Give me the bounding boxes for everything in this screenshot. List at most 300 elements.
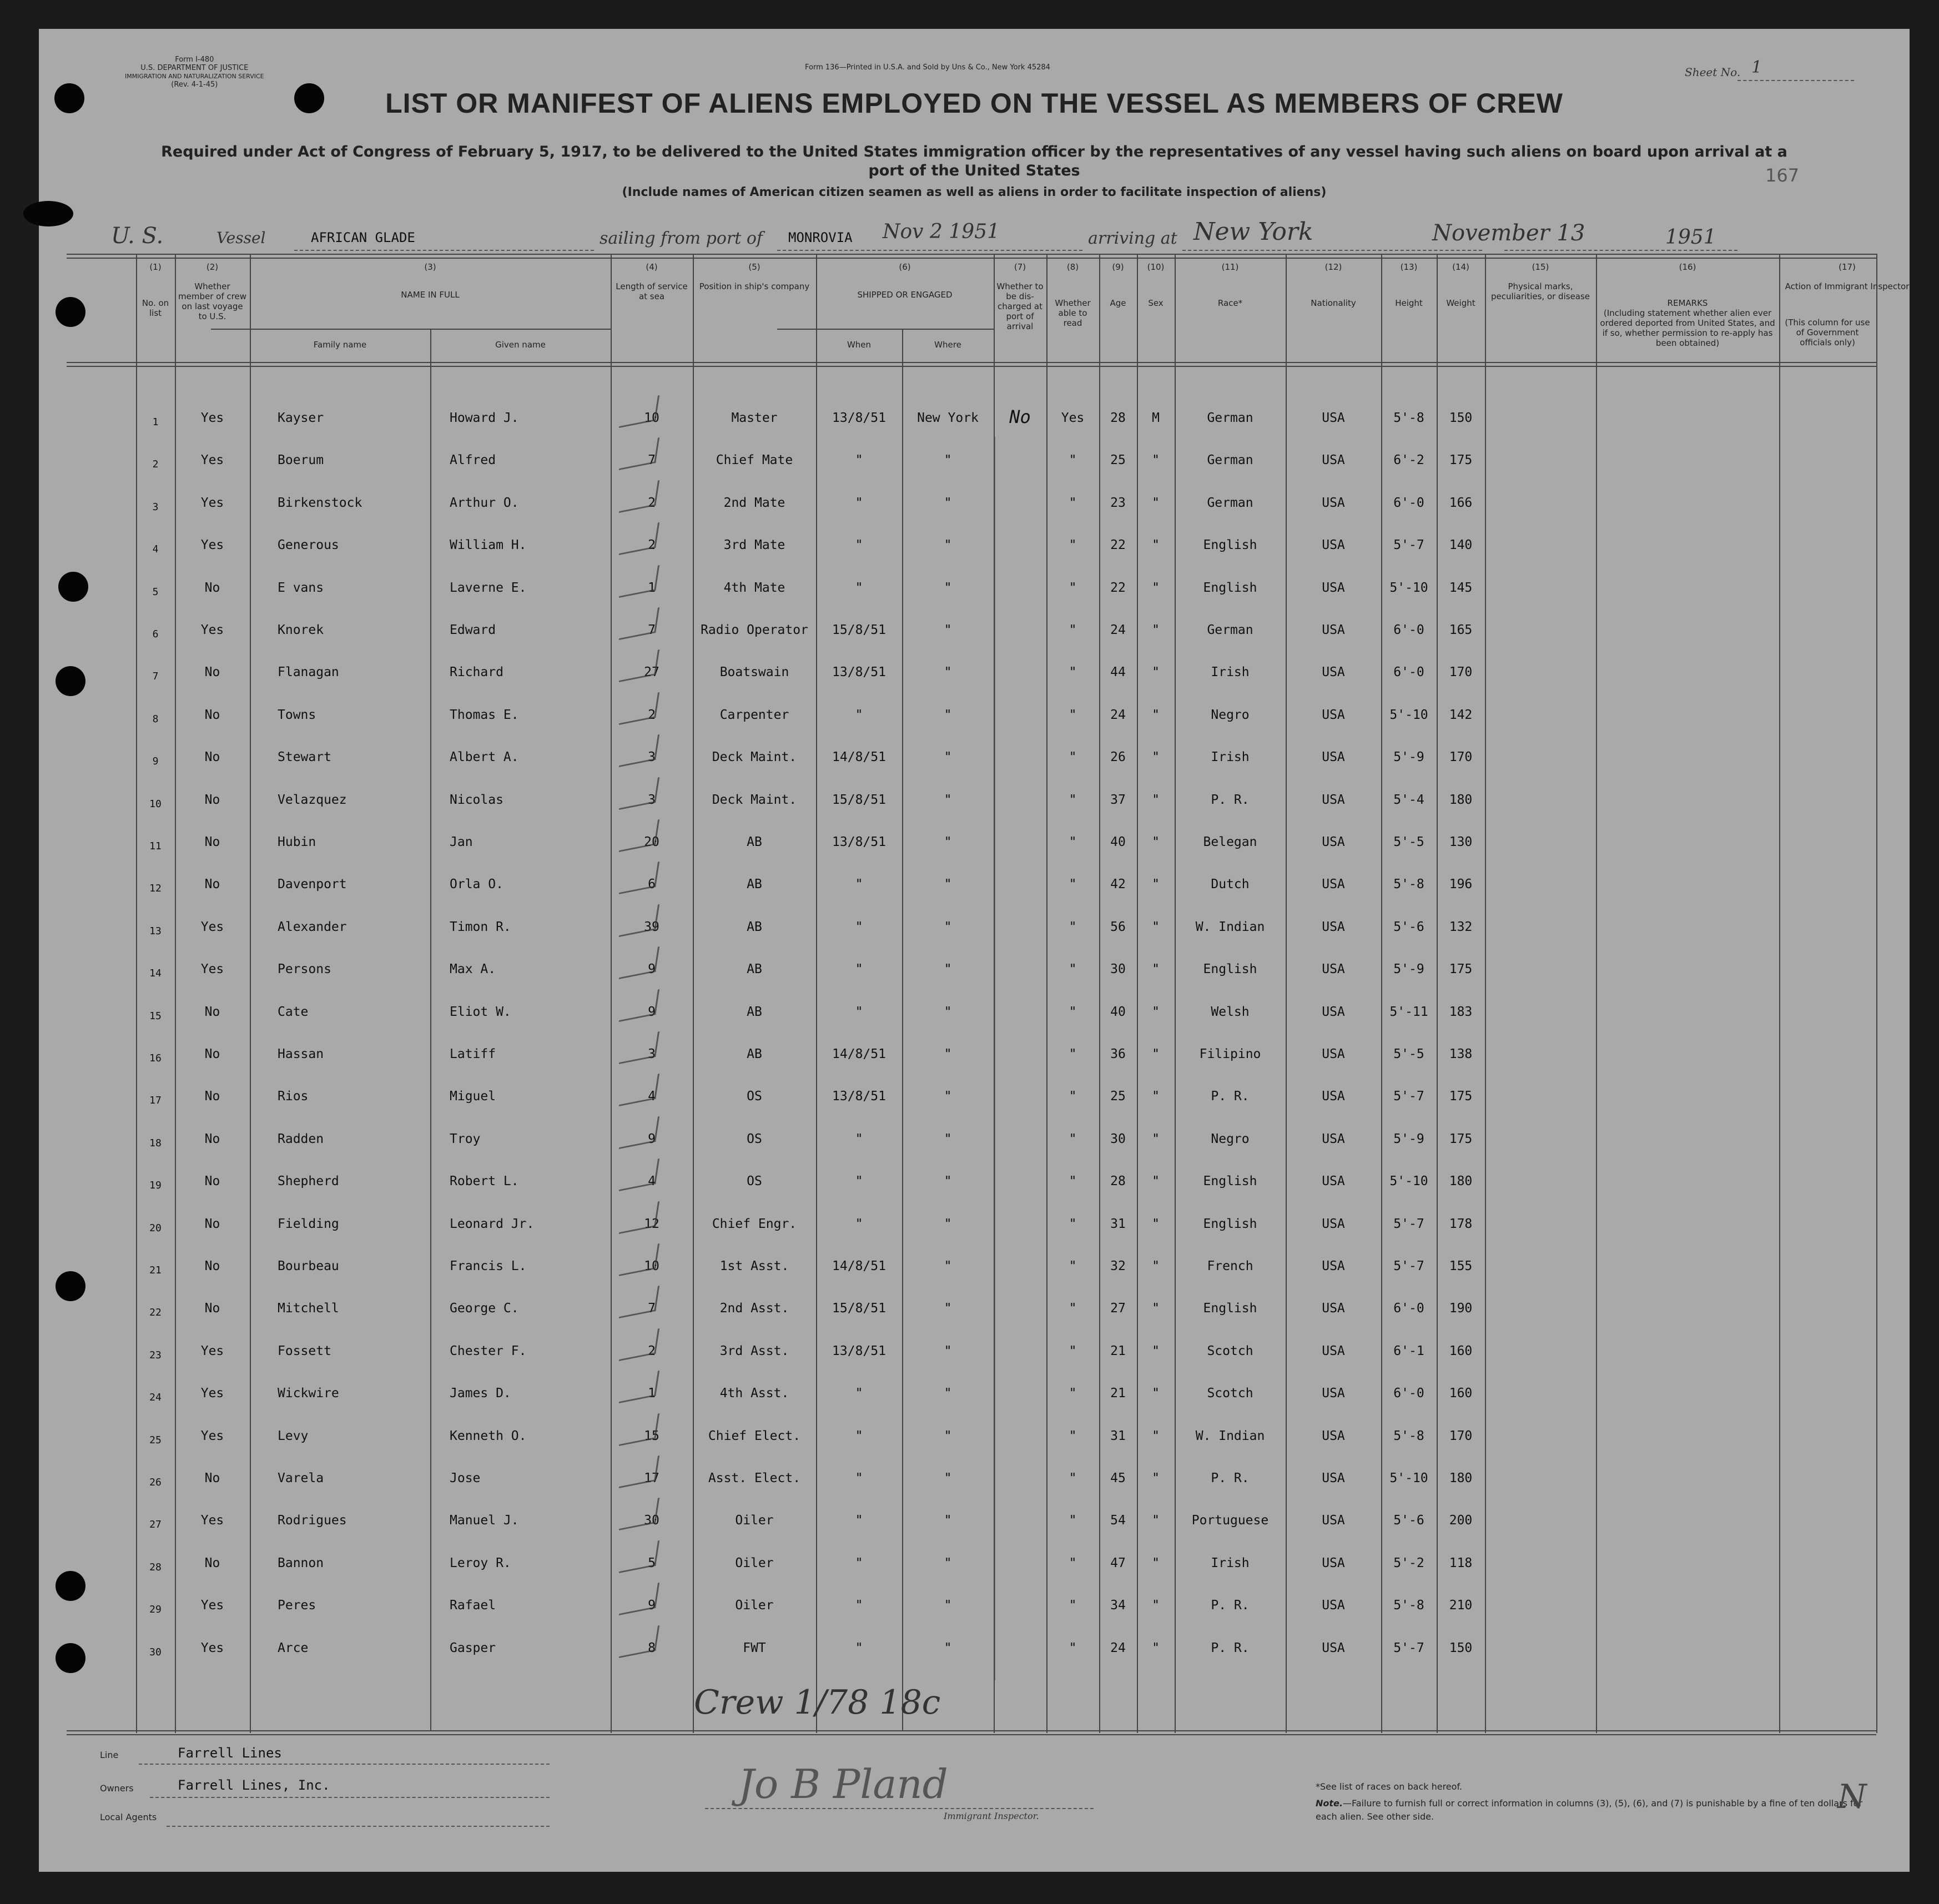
cell-read: " (1069, 1004, 1077, 1019)
cell-where: " (944, 453, 952, 468)
cell-weight: 175 (1449, 1089, 1473, 1104)
cell-position: 3rd Mate (723, 538, 785, 553)
cell-weight: 178 (1449, 1216, 1473, 1231)
table-row (39, 835, 1910, 852)
cell-given: Leonard Jr. (450, 1216, 535, 1231)
cell-service: 3 (648, 750, 656, 765)
cell-age: 27 (1110, 1301, 1126, 1316)
cell-given: Thomas E. (450, 707, 519, 722)
table-row (39, 453, 1910, 470)
cell-position: 1st Asst. (719, 1259, 789, 1273)
cell-weight: 170 (1449, 1428, 1473, 1443)
cell-age: 34 (1110, 1598, 1126, 1613)
inspector-signature: Jo B Pland (738, 1761, 948, 1807)
column-number: (3) (424, 262, 436, 272)
cell-sex: " (1152, 1513, 1160, 1528)
column-divider (1137, 254, 1138, 1733)
cell-age: 28 (1110, 1174, 1126, 1189)
cell-sex: " (1152, 1004, 1160, 1019)
cell-no: 29 (149, 1604, 162, 1616)
column-number: (2) (206, 262, 219, 272)
cell-service: 27 (644, 665, 659, 680)
column-number: (8) (1066, 262, 1079, 272)
cell-race: Dutch (1211, 877, 1250, 892)
cell-weight: 170 (1449, 750, 1473, 765)
cell-weight: 155 (1449, 1259, 1473, 1273)
cell-no: 20 (149, 1222, 162, 1234)
cell-read: " (1069, 1386, 1077, 1401)
cell-nat: USA (1322, 1047, 1345, 1061)
vessel-underline (294, 250, 594, 251)
cell-sex: " (1152, 1598, 1160, 1613)
line-label: Line (100, 1750, 119, 1760)
cell-when: 15/8/51 (832, 1301, 886, 1316)
table-row (39, 1132, 1910, 1149)
cell-service: 4 (648, 1174, 656, 1189)
column-header: SHIPPED OR ENGAGED (857, 290, 953, 300)
cell-weight: 145 (1449, 580, 1473, 595)
cell-family: Davenport (278, 877, 347, 892)
owners-value: Farrell Lines, Inc. (178, 1777, 330, 1793)
cell-last: No (204, 1216, 220, 1231)
cell-service: 2 (648, 538, 656, 553)
cell-last: No (204, 835, 220, 849)
cell-last: No (204, 877, 220, 892)
cell-where: " (944, 495, 952, 510)
cell-weight: 180 (1449, 792, 1473, 807)
cell-read: " (1069, 623, 1077, 637)
form-number: Form I-480 (175, 56, 214, 64)
cell-family: Peres (278, 1598, 316, 1613)
cell-sex: " (1152, 623, 1160, 637)
cell-read: " (1069, 1047, 1077, 1061)
cell-when: " (855, 580, 863, 595)
form-block (125, 56, 264, 89)
cell-age: 54 (1110, 1513, 1126, 1528)
cell-no: 7 (152, 671, 159, 683)
cell-height: 5'-7 (1393, 538, 1424, 553)
cell-service: 7 (648, 1301, 656, 1316)
cell-family: Shepherd (278, 1174, 339, 1189)
table-row (39, 1386, 1910, 1403)
cell-nat: USA (1322, 919, 1345, 934)
port-underline (777, 250, 1082, 251)
vessel-name: AFRICAN GLADE (311, 230, 415, 245)
note-text: —Failure to furnish full or correct information in columns (3), (5), (6), and (7) is punishable by a fine of ten dollars for each alien. See other side. (1316, 1798, 1863, 1822)
cell-weight: 175 (1449, 453, 1473, 468)
cell-nat: USA (1322, 495, 1345, 510)
cell-when: " (855, 707, 863, 722)
cell-family: Bourbeau (278, 1259, 339, 1273)
cell-position: AB (747, 877, 762, 892)
cell-service: 39 (644, 919, 659, 934)
cell-last: Yes (200, 962, 224, 977)
cell-age: 25 (1110, 453, 1126, 468)
cell-height: 5'-9 (1393, 962, 1424, 977)
column-divider (1381, 254, 1382, 1733)
cell-when: 13/8/51 (832, 1343, 886, 1358)
cell-height: 5'-6 (1393, 1513, 1424, 1528)
cell-sex: " (1152, 792, 1160, 807)
cell-race: Welsh (1211, 1004, 1250, 1019)
cell-when: " (855, 1598, 863, 1613)
column-number: (1) (149, 262, 162, 272)
cell-given: Alfred (450, 453, 496, 468)
sailing-label: sailing from port of (600, 229, 763, 248)
cell-race: Portuguese (1191, 1513, 1269, 1528)
cell-weight: 170 (1449, 665, 1473, 680)
cell-height: 6'-2 (1393, 453, 1424, 468)
cell-where: " (944, 1343, 952, 1358)
cell-weight: 165 (1449, 623, 1473, 637)
cell-no: 27 (149, 1519, 162, 1531)
cell-sex: " (1152, 580, 1160, 595)
include-note: (Include names of American citizen seamen as well as aliens in order to facilitate inspection of aliens) (622, 185, 1327, 199)
cell-race: Irish (1211, 665, 1250, 680)
cell-height: 5'-6 (1393, 919, 1424, 934)
column-number: (15) (1532, 262, 1549, 272)
cell-nat: USA (1322, 1174, 1345, 1189)
cell-last: Yes (200, 453, 224, 468)
cell-no: 9 (152, 755, 159, 768)
cell-race: English (1203, 1301, 1257, 1316)
column-number: (16) (1679, 262, 1696, 272)
cell-where: " (944, 792, 952, 807)
cell-weight: 210 (1449, 1598, 1473, 1613)
cell-sex: " (1152, 538, 1160, 553)
column-number: (5) (748, 262, 761, 272)
cell-weight: 190 (1449, 1301, 1473, 1316)
cell-height: 6'-0 (1393, 495, 1424, 510)
cell-family: Rodrigues (278, 1513, 347, 1528)
cell-race: English (1203, 962, 1257, 977)
cell-given: Kenneth O. (450, 1428, 527, 1443)
punch-hole (56, 1271, 85, 1301)
cell-service: 3 (648, 792, 656, 807)
cell-age: 25 (1110, 1089, 1126, 1104)
cell-read: " (1069, 1598, 1077, 1613)
cell-no: 10 (149, 798, 162, 810)
cell-given: Leroy R. (450, 1555, 511, 1570)
punch-hole (56, 297, 85, 327)
cell-where: " (944, 750, 952, 765)
cell-weight: 166 (1449, 495, 1473, 510)
cell-given: William H. (450, 538, 527, 553)
cell-age: 31 (1110, 1428, 1126, 1443)
cell-age: 23 (1110, 495, 1126, 510)
table-row (39, 877, 1910, 894)
inspector-caption: Immigrant Inspector. (944, 1811, 1039, 1821)
cell-no: 17 (149, 1095, 162, 1107)
cell-service: 8 (648, 1640, 656, 1655)
cell-where: " (944, 1386, 952, 1401)
cell-race: English (1203, 538, 1257, 553)
cell-no: 28 (149, 1561, 162, 1573)
cell-weight: 200 (1449, 1513, 1473, 1528)
cell-family: Towns (278, 707, 316, 722)
cell-when: " (855, 1640, 863, 1655)
cell-nat: USA (1322, 1513, 1345, 1528)
cell-when: " (855, 1131, 863, 1146)
cell-height: 6'-1 (1393, 1343, 1424, 1358)
column-divider (1779, 254, 1780, 1733)
table-row (39, 708, 1910, 724)
cell-height: 6'-0 (1393, 665, 1424, 680)
cell-where: " (944, 1004, 952, 1019)
cell-position: Oiler (735, 1598, 774, 1613)
cell-race: P. R. (1211, 1640, 1250, 1655)
cell-weight: 160 (1449, 1343, 1473, 1358)
cell-sex: " (1152, 1089, 1160, 1104)
cell-service: 9 (648, 1004, 656, 1019)
cell-sex: " (1152, 1259, 1160, 1273)
cell-nat: USA (1322, 1640, 1345, 1655)
column-divider (136, 254, 137, 1733)
cell-nat: USA (1322, 1301, 1345, 1316)
cell-family: Flanagan (278, 665, 339, 680)
cell-age: 22 (1110, 538, 1126, 553)
cell-position: Chief Engr. (712, 1216, 797, 1231)
cell-where: " (944, 1555, 952, 1570)
cell-nat: USA (1322, 792, 1345, 807)
cell-when: 14/8/51 (832, 750, 886, 765)
table-row (39, 1429, 1910, 1445)
cell-no: 5 (152, 586, 159, 598)
cell-position: AB (747, 919, 762, 934)
cell-when: " (855, 1386, 863, 1401)
department: U.S. DEPARTMENT OF JUSTICE (140, 64, 249, 72)
crew-total: Crew 1/78 18c (694, 1683, 941, 1722)
cell-nat: USA (1322, 1004, 1345, 1019)
cell-nat: USA (1322, 835, 1345, 849)
cell-no: 3 (152, 501, 159, 513)
cell-last: Yes (200, 1598, 224, 1613)
cell-last: Yes (200, 623, 224, 637)
cell-nat: USA (1322, 1598, 1345, 1613)
cell-sex: " (1152, 962, 1160, 977)
cell-race: German (1207, 453, 1253, 468)
cell-service: 2 (648, 1343, 656, 1358)
punch-hole (56, 1571, 85, 1601)
cell-family: Cate (278, 1004, 309, 1019)
cell-sex: " (1152, 1428, 1160, 1443)
column-divider (250, 254, 251, 1733)
cell-position: Deck Maint. (712, 792, 797, 807)
cell-nat: USA (1322, 1131, 1345, 1146)
cell-height: 5'-8 (1393, 411, 1424, 425)
column-number: (12) (1324, 262, 1342, 272)
owners-label: Owners (100, 1783, 134, 1794)
cell-when: " (855, 1555, 863, 1570)
cell-given: Chester F. (450, 1343, 527, 1358)
column-number: (7) (1014, 262, 1026, 272)
agents-label: Local Agents (100, 1812, 157, 1822)
cell-no: 30 (149, 1646, 162, 1658)
cell-age: 45 (1110, 1471, 1126, 1485)
cell-where: " (944, 1047, 952, 1061)
cell-sex: " (1152, 453, 1160, 468)
cell-race: French (1207, 1259, 1253, 1273)
cell-nat: USA (1322, 1471, 1345, 1485)
cell-given: George C. (450, 1301, 519, 1316)
cell-family: Radden (278, 1131, 324, 1146)
cell-last: No (204, 1131, 220, 1146)
cell-when: " (855, 919, 863, 934)
cell-when: " (855, 1174, 863, 1189)
cell-nat: USA (1322, 411, 1345, 425)
cell-weight: 180 (1449, 1174, 1473, 1189)
note-label: Note. (1316, 1798, 1343, 1809)
cell-height: 5'-7 (1393, 1089, 1424, 1104)
family-name-header: Family name (313, 340, 367, 350)
cell-nat: USA (1322, 1386, 1345, 1401)
cell-family: Hassan (278, 1047, 324, 1061)
cell-last: Yes (200, 411, 224, 425)
manifest-sheet (39, 29, 1910, 1872)
cell-height: 5'-5 (1393, 1047, 1424, 1061)
cell-read: " (1069, 1555, 1077, 1570)
column-divider (1437, 254, 1438, 1733)
cell-position: Radio Operator (701, 623, 808, 637)
column-number: (9) (1112, 262, 1124, 272)
cell-position: Carpenter (719, 707, 789, 722)
cell-last: No (204, 1471, 220, 1485)
cell-position: AB (747, 1004, 762, 1019)
cell-nat: USA (1322, 750, 1345, 765)
cell-weight: 130 (1449, 835, 1473, 849)
cell-race: W. Indian (1195, 1428, 1265, 1443)
cell-race: P. R. (1211, 1089, 1250, 1104)
column-number: (10) (1147, 262, 1165, 272)
cell-age: 56 (1110, 919, 1126, 934)
cell-position: Chief Elect. (708, 1428, 801, 1443)
cell-weight: 132 (1449, 919, 1473, 934)
punch-hole (58, 572, 88, 602)
cell-sex: " (1152, 1047, 1160, 1061)
cell-sex: " (1152, 1640, 1160, 1655)
cell-where: " (944, 962, 952, 977)
cell-position: OS (747, 1089, 762, 1104)
column-header: Nationality (1311, 298, 1356, 308)
cell-height: 5'-2 (1393, 1555, 1424, 1570)
column-header: Length of service at sea (616, 281, 688, 301)
cell-age: 32 (1110, 1259, 1126, 1273)
cell-no: 6 (152, 628, 159, 640)
cell-last: Yes (200, 538, 224, 553)
revision: (Rev. 4-1-45) (171, 80, 218, 89)
cell-height: 5'-7 (1393, 1259, 1424, 1273)
cell-where: " (944, 1640, 952, 1655)
race-note: *See list of races on back hereof. (1316, 1781, 1462, 1792)
punch-hole (54, 83, 84, 113)
column-divider (693, 254, 694, 1733)
cell-service: 30 (644, 1513, 659, 1528)
cell-last: No (204, 1259, 220, 1273)
column-divider (1046, 254, 1047, 1733)
cell-age: 40 (1110, 835, 1126, 849)
table-row (39, 406, 1910, 428)
cell-nat: USA (1322, 877, 1345, 892)
cell-sex: " (1152, 707, 1160, 722)
cell-sex: " (1152, 1216, 1160, 1231)
table-row (39, 623, 1910, 639)
cell-read: " (1069, 665, 1077, 680)
cell-family: Mitchell (278, 1301, 339, 1316)
table-row (39, 1259, 1910, 1276)
column-divider (1175, 254, 1176, 1733)
subtitle: Required under Act of Congress of February 5, 1917, to be delivered to the United States immigration officer by the representatives of any vessel having such aliens on board upon arrival at a port of the United States (161, 143, 1787, 179)
cell-when: " (855, 1216, 863, 1231)
cell-weight: 160 (1449, 1386, 1473, 1401)
cell-nat: USA (1322, 580, 1345, 595)
column-header: Race* (1217, 298, 1243, 308)
column-header: Height (1395, 298, 1423, 308)
cell-last: No (204, 665, 220, 680)
cell-given: Richard (450, 665, 503, 680)
cell-position: Chief Mate (716, 453, 793, 468)
cell-race: W. Indian (1195, 919, 1265, 934)
cell-no: 2 (152, 459, 159, 471)
column-header: No. on list (142, 298, 169, 318)
cell-no: 14 (149, 968, 162, 980)
cell-last: Yes (200, 1513, 224, 1528)
cell-service: 3 (648, 1047, 656, 1061)
cell-position: AB (747, 962, 762, 977)
cell-given: James D. (450, 1386, 511, 1401)
cell-service: 1 (648, 580, 656, 595)
cell-sex: " (1152, 919, 1160, 934)
cell-last: Yes (200, 495, 224, 510)
arrival-year: 1951 (1665, 226, 1716, 249)
cell-service: 6 (648, 877, 656, 892)
cell-no: 12 (149, 883, 162, 895)
cell-race: English (1203, 1216, 1257, 1231)
discharge-bracket (994, 437, 1006, 1680)
cell-read: " (1069, 707, 1077, 722)
cell-height: 5'-5 (1393, 835, 1424, 849)
cell-race: German (1207, 411, 1253, 425)
cell-no: 19 (149, 1180, 162, 1192)
punch-hole (294, 83, 324, 113)
cell-age: 42 (1110, 877, 1126, 892)
cell-family: Stewart (278, 750, 331, 765)
cell-age: 21 (1110, 1386, 1126, 1401)
table-row (39, 665, 1910, 682)
cell-position: OS (747, 1174, 762, 1189)
sheet-underline (1737, 80, 1854, 81)
column-header: Action of Immigrant Inspector (1785, 281, 1910, 291)
cell-given: Edward (450, 623, 496, 637)
cell-sex: " (1152, 750, 1160, 765)
cell-sex: " (1152, 1131, 1160, 1146)
cell-height: 5'-8 (1393, 1428, 1424, 1443)
cell-family: Fossett (278, 1343, 331, 1358)
cell-given: Latiff (450, 1047, 496, 1061)
cell-last: No (204, 1555, 220, 1570)
cell-given: Francis L. (450, 1259, 527, 1273)
cell-race: Belegan (1203, 835, 1257, 849)
cell-race: Irish (1211, 750, 1250, 765)
cell-position: Oiler (735, 1513, 774, 1528)
table-row (39, 1047, 1910, 1064)
cell-last: Yes (200, 1386, 224, 1401)
cell-family: Kayser (278, 411, 324, 425)
arriving-label: arriving at (1088, 229, 1177, 248)
column-number: (13) (1400, 262, 1418, 272)
cell-height: 6'-0 (1393, 1386, 1424, 1401)
cell-service: 17 (644, 1471, 659, 1485)
cell-when: 13/8/51 (832, 1089, 886, 1104)
